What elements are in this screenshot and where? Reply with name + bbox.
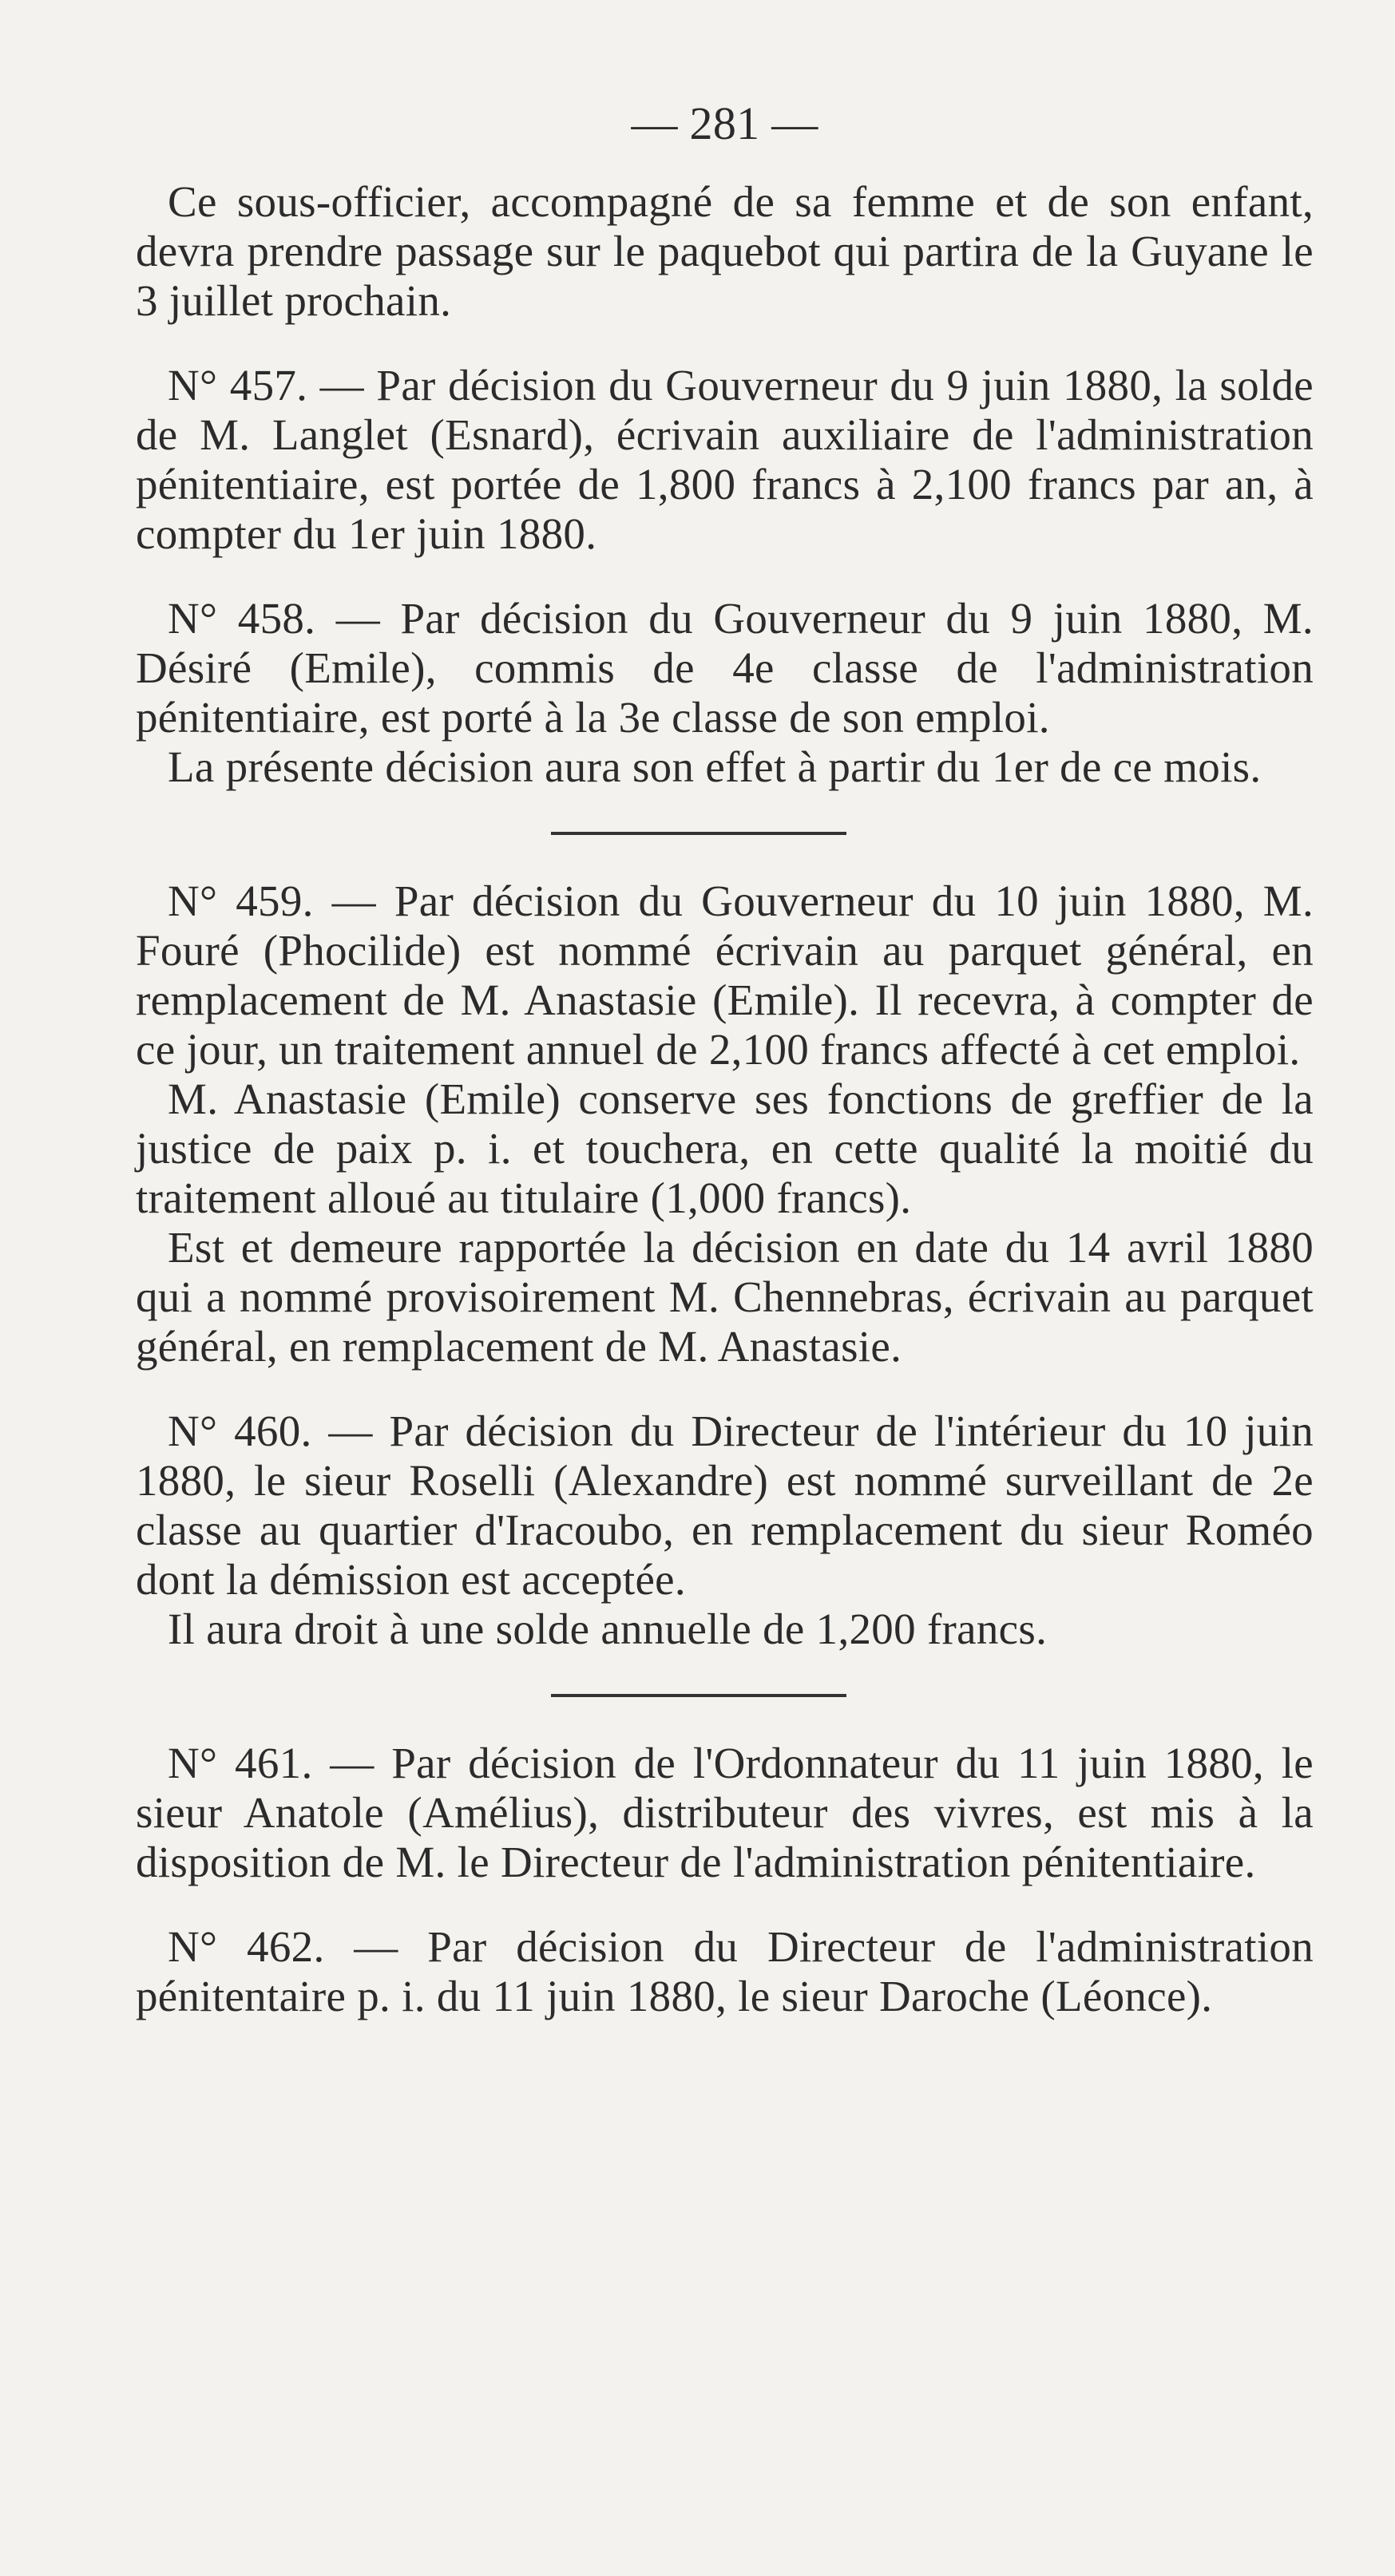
paragraph: Ce sous-officier, accompagné de sa femme et de son enfant, devra prendre passage sur le paquebot qui partira de la Guyane le 3 juillet prochain. — [136, 177, 1314, 325]
paragraph: Il aura droit à une solde annuelle de 1,200 francs. — [168, 1605, 1048, 1653]
decision-459 — [136, 876, 1314, 1371]
decision-462 — [136, 1922, 1314, 2021]
paragraph: N° 460. — Par décision du Directeur de l'intérieur du 10 juin 1880, le sieur Roselli (Alexandre) est nommé surveillant de 2e classe au quartier d'Iracoubo, en remplacement du sieur Roméo dont la démission est acceptée. — [136, 1407, 1314, 1604]
paragraph: Est et demeure rapportée la décision en date du 14 avril 1880 qui a nommé provisoirement M. Chennebras, écrivain au parquet général, en remplacement de M. Anastasie. — [136, 1223, 1314, 1371]
decision-458 — [136, 594, 1314, 792]
decision-460 — [136, 1407, 1314, 1654]
paragraph: N° 458. — Par décision du Gouverneur du 9 juin 1880, M. Désiré (Emile), commis de 4e classe de l'administration pénitentiaire, est porté à la 3e classe de son emploi. — [136, 594, 1314, 742]
section-divider — [551, 832, 846, 835]
paragraph: N° 457. — Par décision du Gouverneur du 9 juin 1880, la solde de M. Langlet (Esnard), écrivain auxiliaire de l'administration pénitentiaire, est portée de 1,800 francs à 2,100 francs par an, à compter du 1er juin 1880. — [136, 361, 1314, 558]
paragraph: N° 461. — Par décision de l'Ordonnateur du 11 juin 1880, le sieur Anatole (Amélius), distributeur des vivres, est mis à la disposition de M. le Directeur de l'administration pénitentiaire. — [136, 1739, 1314, 1886]
paragraph: M. Anastasie (Emile) conserve ses fonctions de greffier de la justice de paix p. i. et touchera, en cette qualité la moitié du traitement alloué au titulaire (1,000 francs). — [136, 1074, 1314, 1222]
page-number: — 281 — — [631, 97, 818, 149]
paragraph: N° 459. — Par décision du Gouverneur du 10 juin 1880, M. Fouré (Phocilide) est nommé écrivain au parquet général, en remplacement de M. Anastasie (Emile). Il recevra, à compter de ce jour, un traitement annuel de 2,100 francs affecté à cet emploi. — [136, 876, 1314, 1074]
section-divider — [551, 1694, 846, 1697]
decision-457 — [136, 361, 1314, 559]
page-content — [136, 96, 1314, 2021]
paragraph: La présente décision aura son effet à partir du 1er de ce mois. — [168, 742, 1262, 791]
text-block-intro — [136, 177, 1314, 326]
decision-461 — [136, 1739, 1314, 1887]
paragraph: N° 462. — Par décision du Directeur de l'administration pénitentaire p. i. du 11 juin 1880, le sieur Daroche (Léonce). — [136, 1922, 1314, 2020]
